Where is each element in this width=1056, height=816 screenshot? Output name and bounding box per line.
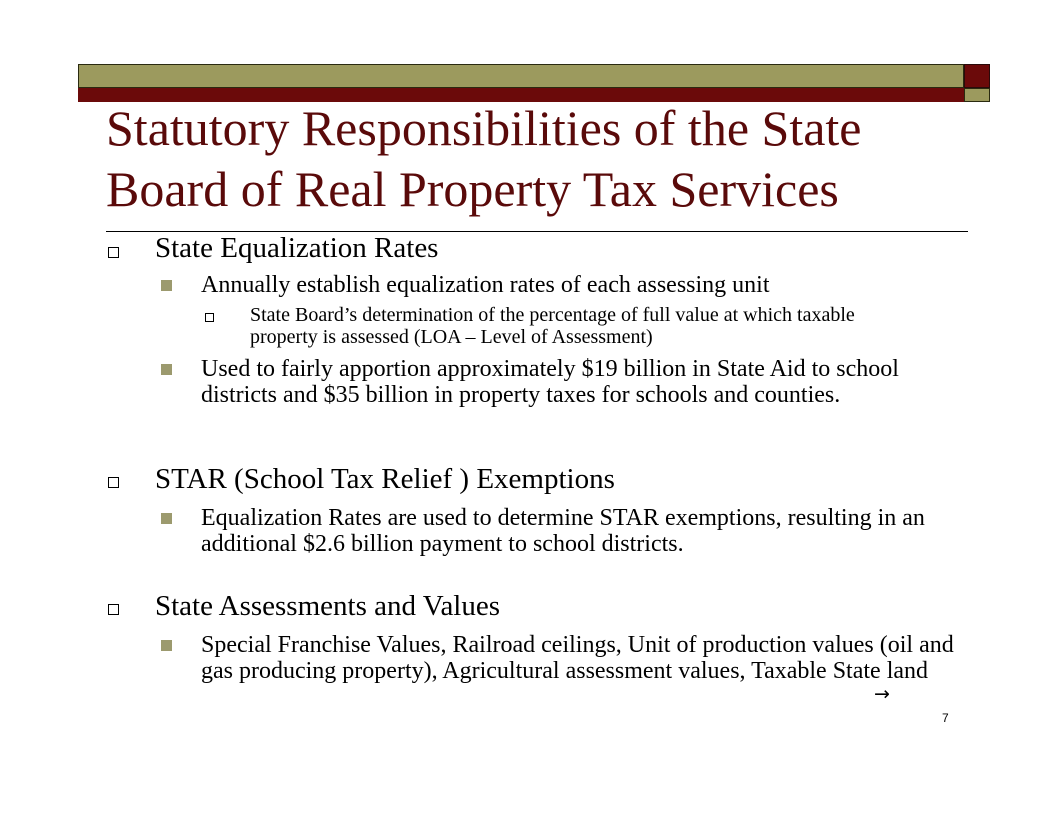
header-corner-olive xyxy=(964,88,990,102)
subbullet-loa-definition: State Board’s determination of the percentage of full value at which taxable property is assessed (LOA – Level of Assessment) xyxy=(250,304,855,348)
section-heading-assessments: State Assessments and Values xyxy=(155,590,501,622)
section-heading-star: STAR (School Tax Relief ) Exemptions xyxy=(155,463,615,495)
hollow-square-bullet-icon xyxy=(108,604,119,615)
filled-square-bullet-icon xyxy=(161,280,172,291)
slide-title: Statutory Responsibilities of the State Board of Real Property Tax Services xyxy=(106,100,862,217)
bullet-star-exemptions: Equalization Rates are used to determine STAR exemptions, resulting in an additional $2.6 billion payment to school districts. xyxy=(201,505,925,557)
hollow-square-bullet-icon xyxy=(108,247,119,258)
filled-square-bullet-icon xyxy=(161,513,172,524)
bullet-state-aid: Used to fairly apportion approximately $19 billion in State Aid to school districts and $35 billion in property taxes for schools and counties. xyxy=(201,356,899,408)
section-heading-equalization: State Equalization Rates xyxy=(155,232,439,264)
bullet-state-values: Special Franchise Values, Railroad ceilings, Unit of production values (oil and gas producing property), Agricultural assessment values, Taxable State land xyxy=(201,632,954,684)
hollow-square-bullet-icon xyxy=(108,477,119,488)
header-band-olive xyxy=(78,64,964,88)
filled-square-bullet-icon xyxy=(161,640,172,651)
header-corner-maroon xyxy=(964,64,990,88)
small-hollow-square-bullet-icon xyxy=(205,313,214,322)
filled-square-bullet-icon xyxy=(161,364,172,375)
bullet-annual-rates: Annually establish equalization rates of each assessing unit xyxy=(201,272,770,298)
next-arrow-icon: → xyxy=(874,683,890,705)
page-number: 7 xyxy=(942,711,949,725)
